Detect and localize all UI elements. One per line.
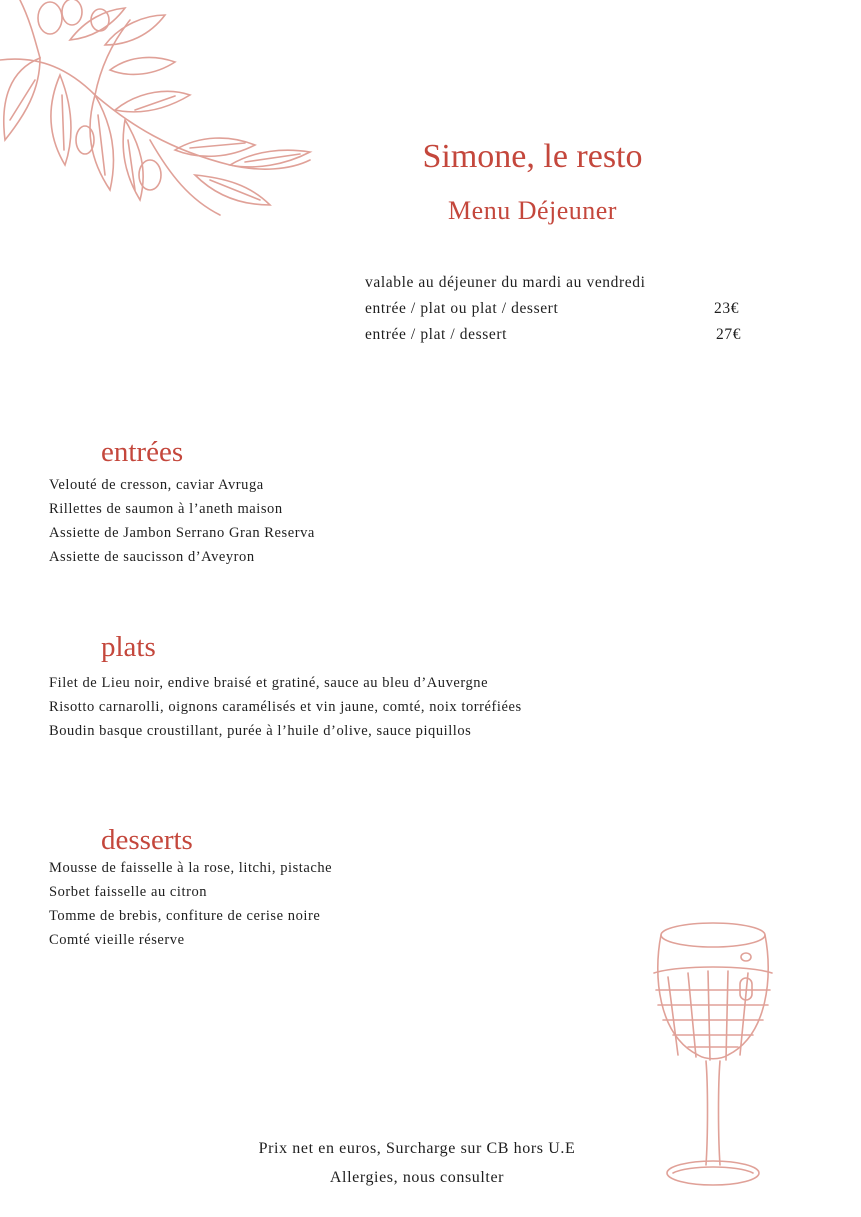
formula-availability: valable au déjeuner du mardi au vendredi [365,274,646,291]
formula-option-label: entrée / plat / dessert [365,326,508,343]
section-title-plats: plats [101,631,156,663]
formula-option [365,322,745,348]
menu-item: Assiette de Jambon Serrano Gran Reserva [49,525,315,541]
entrees-list [49,473,315,569]
formula-option-price: 27€ [716,326,742,343]
menu-subtitle: Menu Déjeuner [448,196,617,225]
formula-option-price: 23€ [714,300,740,317]
section-title-desserts: desserts [101,824,193,856]
desserts-list [49,856,332,952]
menu-item: Comté vieille réserve [49,932,185,948]
plats-list [49,671,522,743]
formula-option [365,296,745,322]
restaurant-title: Simone, le resto [422,138,643,175]
menu-item: Mousse de faisselle à la rose, litchi, pistache [49,860,333,876]
menu-item: Tomme de brebis, confiture de cerise noire [49,908,321,924]
menu-item: Sorbet faisselle au citron [49,884,208,900]
section-title-entrees: entrées [101,436,184,468]
allergies-note: Allergies, nous consulter [329,1169,505,1186]
menu-item: Boudin basque croustillant, purée à l’huile d’olive, sauce piquillos [49,723,472,739]
menu-item: Velouté de cresson, caviar Avruga [49,477,264,493]
olive-branch-icon [0,0,320,230]
menu-item: Assiette de saucisson d’Aveyron [49,549,255,565]
menu-item: Filet de Lieu noir, endive braisé et gratiné, sauce au bleu d’Auvergne [49,675,489,691]
price-note: Prix net en euros, Surcharge sur CB hors U.E [258,1140,576,1157]
menu-item: Rillettes de saumon à l’aneth maison [49,501,283,517]
menu-item: Risotto carnarolli, oignons caramélisés et vin jaune, comté, noix torréfiées [49,699,522,715]
lunch-formula [365,270,745,348]
formula-option-label: entrée / plat ou plat / dessert [365,300,559,317]
wine-glass-icon [648,915,778,1195]
